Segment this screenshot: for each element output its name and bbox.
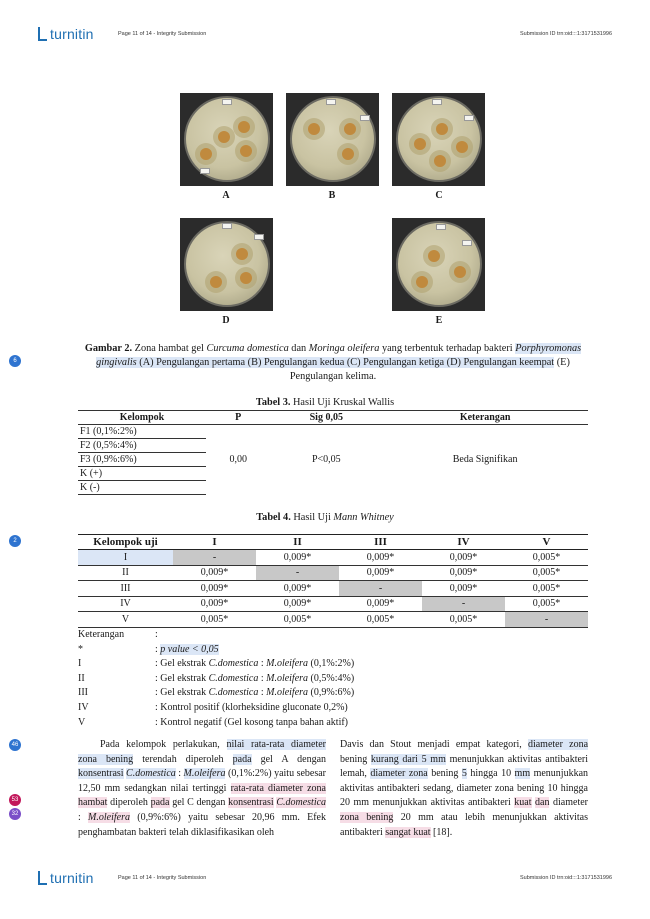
table-row xyxy=(78,581,588,597)
body-column-right: Davis dan Stout menjadi empat kategori, diameter zona bening kurang dari 5 mm menunjukkan aktivitas antibakteri lemah, diameter zona bening 5 hingga 10 mm menunjukkan aktivitas antibakteri sedang, diameter zona bening 10 hingga 20 mm menunjukkan aktivitas antibakteri kuat dan diameter zona bening 20 mm atau lebih menunjukkan aktivitas antibakteri sangat kuat [18]. xyxy=(340,739,589,838)
plate-label xyxy=(462,240,472,246)
table-cell: 0,009* xyxy=(339,596,422,612)
row-label: IV xyxy=(78,596,173,612)
table-header: Kelompok uji xyxy=(78,535,173,550)
group-cell: F1 (0,1%:2%) xyxy=(78,425,206,439)
table-cell: 0,009* xyxy=(339,550,422,566)
table-cell: 0,005* xyxy=(505,565,588,581)
legend-value: : Gel ekstrak C.domestica : M.oleifera (0,1%:2%) xyxy=(155,658,355,670)
inhibition-zone xyxy=(344,123,356,135)
inhibition-zone xyxy=(434,155,446,167)
inhibition-zone xyxy=(238,121,250,133)
table4-title: Tabel 4. Hasil Uji Mann Whitney xyxy=(256,512,394,523)
plate-label xyxy=(200,168,210,174)
plate-label xyxy=(254,234,264,240)
table3-title: Tabel 3. Hasil Uji Kruskal Wallis xyxy=(255,397,395,408)
plate-label xyxy=(222,99,232,105)
legend-value: : Gel ekstrak C.domestica : M.oleifera (0,5%:4%) xyxy=(155,672,355,684)
table-cell: 0,009* xyxy=(339,565,422,581)
logo-text: turnitin xyxy=(50,26,94,42)
table-cell: - xyxy=(422,596,505,612)
inhibition-zone xyxy=(308,123,320,135)
plate-label xyxy=(326,99,336,105)
group-cell: K (-) xyxy=(78,481,206,495)
inhibition-zone xyxy=(416,276,428,288)
legend-title: Keterangan xyxy=(78,629,125,640)
table-cell: 0,009* xyxy=(173,581,256,597)
table-cell: 0,005* xyxy=(256,612,339,628)
table-row xyxy=(78,550,588,566)
plate-label xyxy=(222,223,232,229)
table-cell: - xyxy=(339,581,422,597)
legend-key: * xyxy=(78,643,83,655)
inhibition-zone xyxy=(240,272,252,284)
page-header xyxy=(0,22,650,52)
body-column-left: Pada kelompok perlakukan, nilai rata-rata diameter zona bening terendah diperoleh pada gel A dengan konsentrasi C.domestica : M.oleifera (0,1%:2%) yaitu sebesar 12,50 mm sedangkan nilai tertinggi rata-rata diameter zona hambat diperoleh pada gel C dengan konsentrasi C.domestica : M.oleifera (0,9%:6%) yaitu sebesar 20,96 mm. Efek penghambatan bakteri telah diklasifikasikan oleh xyxy=(78,739,327,838)
legend-key: V xyxy=(78,716,86,728)
legend-value: : Kontrol positif (klorheksidine gluconate 0,2%) xyxy=(155,701,348,713)
legend-key: I xyxy=(78,658,82,670)
legend-sep: : xyxy=(155,629,158,640)
table-cell: 0,009* xyxy=(422,581,505,597)
table-cell: 0,005* xyxy=(173,612,256,628)
legend-key: II xyxy=(78,672,85,684)
table-cell: 0,009* xyxy=(173,565,256,581)
row-label: II xyxy=(78,565,173,581)
legend-value: : p value < 0,05 xyxy=(155,643,219,655)
photo-label-b: B xyxy=(328,190,336,201)
petri-photo-c xyxy=(392,93,485,186)
petri-photo-e xyxy=(392,218,485,311)
table-cell: 0,005* xyxy=(505,581,588,597)
row-label: III xyxy=(78,581,173,597)
inhibition-zone xyxy=(240,145,252,157)
photo-label-a: A xyxy=(222,190,230,201)
submission-id: Submission ID trn:oid:::1:3171531996 xyxy=(519,875,612,881)
turnitin-logo xyxy=(38,870,94,886)
table-cell: 0,009* xyxy=(256,550,339,566)
plate-label xyxy=(436,224,446,230)
table-row xyxy=(78,612,588,628)
petri-dish xyxy=(396,96,482,182)
table-header: V xyxy=(505,535,588,550)
table-cell: - xyxy=(256,565,339,581)
p-cell: 0,00 xyxy=(229,454,247,466)
group-cell: F3 (0,9%:6%) xyxy=(78,453,206,467)
table-row xyxy=(78,565,588,581)
turnitin-logo xyxy=(38,26,94,42)
page-indicator: Page 11 of 14 - Integrity Submission xyxy=(118,31,207,37)
legend-key: IV xyxy=(78,701,89,713)
photo-label-e: E xyxy=(435,315,443,326)
plate-label xyxy=(464,115,474,121)
petri-dish xyxy=(290,96,376,182)
similarity-marker[interactable]: 32 xyxy=(9,808,21,820)
similarity-marker[interactable]: 53 xyxy=(9,794,21,806)
similarity-marker[interactable]: 2 xyxy=(9,535,21,547)
plate-label xyxy=(360,115,370,121)
table-cell: 0,009* xyxy=(256,596,339,612)
similarity-marker[interactable]: 6 xyxy=(9,355,21,367)
sig-cell: P<0,05 xyxy=(311,454,341,466)
petri-photo-d xyxy=(180,218,273,311)
inhibition-zone xyxy=(200,148,212,160)
table-cell: 0,005* xyxy=(505,550,588,566)
photo-label-c: C xyxy=(435,190,443,201)
group-cell: K (+) xyxy=(78,467,206,481)
table-header: Keterangan xyxy=(382,411,588,425)
inhibition-zone xyxy=(218,131,230,143)
table-header: Kelompok xyxy=(78,411,206,425)
turnitin-mark-icon xyxy=(38,871,47,885)
table-cell: 0,009* xyxy=(256,581,339,597)
table-header: II xyxy=(256,535,339,550)
inhibition-zone xyxy=(236,248,248,260)
table-cell: 0,009* xyxy=(422,550,505,566)
ket-cell: Beda Signifikan xyxy=(452,454,518,466)
table-header: P xyxy=(206,411,270,425)
mann-whitney-table xyxy=(78,534,588,628)
table-cell: 0,009* xyxy=(173,596,256,612)
table-cell: 0,005* xyxy=(422,612,505,628)
petri-photo-a xyxy=(180,93,273,186)
photo-label-d: D xyxy=(222,315,230,326)
legend-value: : Kontrol negatif (Gel kosong tanpa bahan aktif) xyxy=(155,716,349,728)
inhibition-zone xyxy=(210,276,222,288)
table-row xyxy=(78,425,588,439)
table-header: Sig 0,05 xyxy=(270,411,382,425)
figure-caption: Gambar 2. Zona hambat gel Curcuma domestica dan Moringa oleifera yang terbentuk terhadap bakteri Porphyromonas gingivalis (A) Pengulangan pertama (B) Pengulangan kedua (C) Pengulangan ketiga (D) Pengulangan keempat (E) Pengulangan kelima. xyxy=(84,343,582,382)
inhibition-zone xyxy=(342,148,354,160)
row-label: V xyxy=(78,612,173,628)
petri-photo-b xyxy=(286,93,379,186)
table-cell: - xyxy=(505,612,588,628)
plate-label xyxy=(432,99,442,105)
table-cell: 0,005* xyxy=(505,596,588,612)
page-indicator: Page 11 of 14 - Integrity Submission xyxy=(118,875,207,881)
group-cell: F2 (0,5%:4%) xyxy=(78,439,206,453)
table-cell: - xyxy=(173,550,256,566)
inhibition-zone xyxy=(414,138,426,150)
inhibition-zone xyxy=(428,250,440,262)
legend-value: : Gel ekstrak C.domestica : M.oleifera (0,9%:6%) xyxy=(155,687,355,699)
turnitin-mark-icon xyxy=(38,27,47,41)
table-header: I xyxy=(173,535,256,550)
petri-dish xyxy=(396,221,482,307)
similarity-marker[interactable]: 46 xyxy=(9,739,21,751)
inhibition-zone xyxy=(456,141,468,153)
page-footer xyxy=(0,866,650,896)
inhibition-zone xyxy=(454,266,466,278)
table-row xyxy=(78,596,588,612)
table-header: III xyxy=(339,535,422,550)
inhibition-zone xyxy=(436,123,448,135)
table-cell: 0,009* xyxy=(422,565,505,581)
row-label: I xyxy=(78,550,173,566)
logo-text: turnitin xyxy=(50,870,94,886)
table-header: IV xyxy=(422,535,505,550)
legend-key: III xyxy=(78,687,88,699)
submission-id: Submission ID trn:oid:::1:3171531996 xyxy=(519,31,612,37)
kruskal-wallis-table xyxy=(78,410,588,495)
table-cell: 0,005* xyxy=(339,612,422,628)
